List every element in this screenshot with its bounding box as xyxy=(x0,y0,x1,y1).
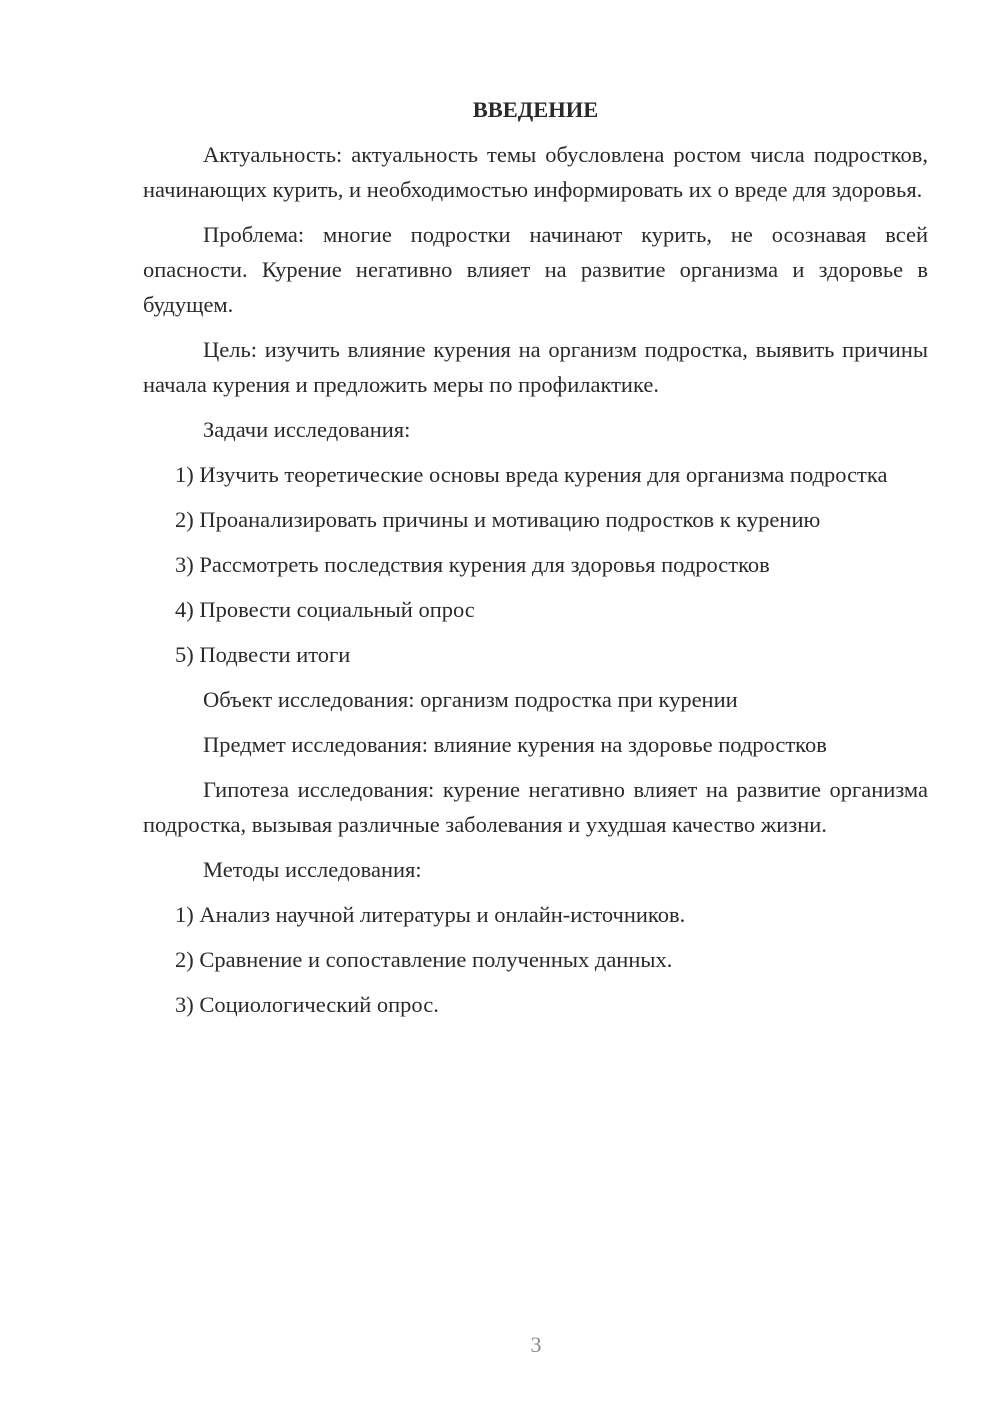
object-paragraph: Объект исследования: организм подростка при курении xyxy=(203,687,738,712)
task-item: 2) Проанализировать причины и мотивацию подростков к курению xyxy=(175,507,821,532)
relevance-paragraph: Актуальность: актуальность темы обусловлена ростом числа подростков, начинающих курить, и необходимостью информировать их о вреде для здоровья. xyxy=(143,142,928,202)
task-item: 3) Рассмотреть последствия курения для здоровья подростков xyxy=(175,552,770,577)
method-item: 3) Социологический опрос. xyxy=(175,992,439,1017)
task-item: 1) Изучить теоретические основы вреда курения для организма подростка xyxy=(175,462,888,487)
method-item: 1) Анализ научной литературы и онлайн-источников. xyxy=(175,902,686,927)
tasks-list xyxy=(143,457,928,672)
page-content xyxy=(143,92,928,1032)
hypothesis-paragraph: Гипотеза исследования: курение негативно влияет на развитие организма подростка, вызывая различные заболевания и ухудшая качество жизни. xyxy=(143,777,928,837)
task-item: 4) Провести социальный опрос xyxy=(175,597,475,622)
tasks-heading: Задачи исследования: xyxy=(203,417,411,442)
subject-paragraph: Предмет исследования: влияние курения на здоровье подростков xyxy=(203,732,827,757)
page-number: 3 xyxy=(530,1332,542,1357)
task-item: 5) Подвести итоги xyxy=(175,642,351,667)
goal-paragraph: Цель: изучить влияние курения на организм подростка, выявить причины начала курения и предложить меры по профилактике. xyxy=(143,337,928,397)
problem-paragraph: Проблема: многие подростки начинают курить, не осознавая всей опасности. Курение негативно влияет на развитие организма и здоровье в будущем. xyxy=(143,222,928,317)
methods-list xyxy=(143,897,928,1022)
section-title: ВВЕДЕНИЕ xyxy=(472,97,599,122)
method-item: 2) Сравнение и сопоставление полученных данных. xyxy=(175,947,673,972)
methods-heading: Методы исследования: xyxy=(203,857,422,882)
